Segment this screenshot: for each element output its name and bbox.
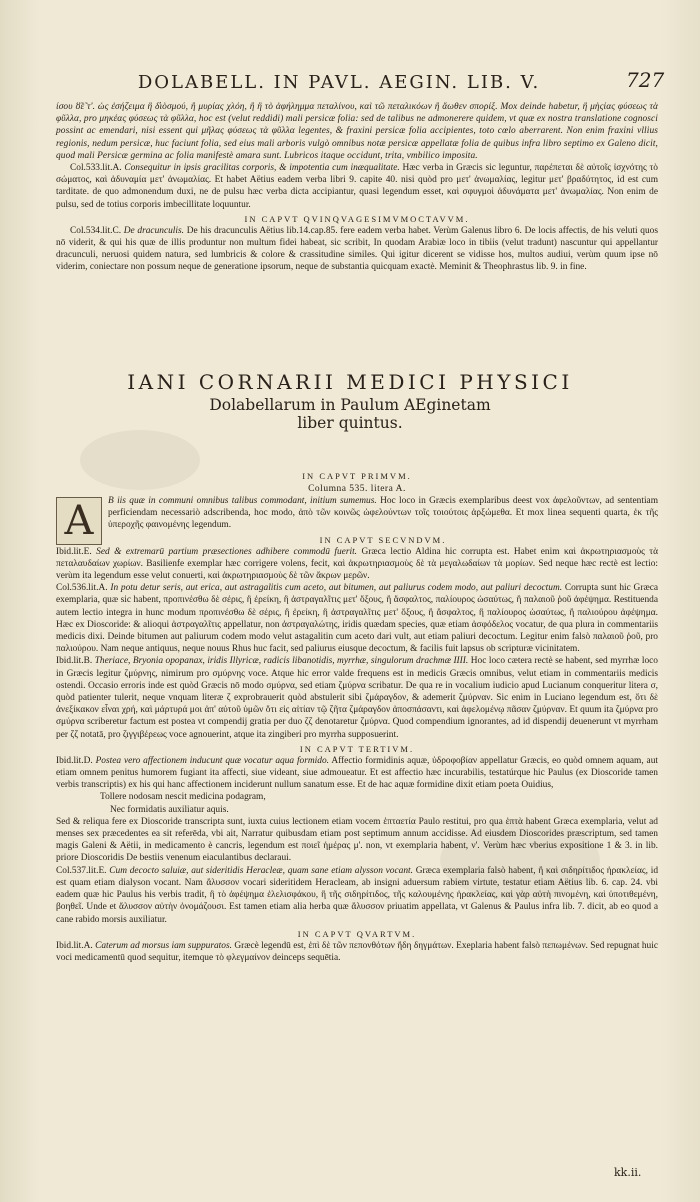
commentary: Græca exemplaria falsò habent, ἢ καὶ σιδηρίτιδος ἡρακλείας, id est quam etiam dialyson vocant. Nam ἄλυσσον vocari sideritidem Heracleam, ab insigni aduersum rabiem virtute, testatur etiam Aëtius lib. 6. cap. 24. vbi eadem quæ hic Paulus his verbis tradit, ἢ τὸ ἀφέψημα ἐλελισφάκου, ἢ τῆς σιδηρίτιδος, τῆς καλουμένης ἡρακλείας, καὶ γὰρ αὐτὴ πινομένη, καὶ ὑποτιθεμένη, βοηθεῖ. Unde et ἄλυσσον αὐτὴν ὀνομάζουσι. Est tamen etiam alia herba quæ ἄλυσσον priuatim appellata, vt Galenus & Paulus infra lib. 7. dicit, ab eo quod a cane rabido morsis auxiliatur. (56, 865, 659, 925)
chapter-heading: IN CAPVT SECVNDVM. (319, 534, 447, 545)
lemma: Postea vero affectionem inducunt quæ vocatur aqua formido. (95, 755, 329, 766)
column-reference: Ibid.lit.B. (56, 656, 93, 667)
lemma: In potu detur seris, aut erica, aut astragalitis cum aceto, aut bitumen, aut paliurus codem modo, aut paliuri decoctum. (110, 583, 563, 594)
column-reference: Ibid.lit.A. (56, 940, 93, 951)
column-reference: Ibid.lit.D. (56, 755, 93, 766)
paragraph: ίσου ȣ̃ε̃ τ'. ὡς ἐσήζειμα ἢ δ̓ιὸσμού, ἢ μυρίας χλόη, ἢ ἢ τὸ ἀφήλημμα πεταλίνου, καὶ τῶ πεταλικόων ἢ ἄωθεν σπορίξ. Mox deinde habetur, ἢ μὴςίας φύσεως τὰ φῦλλα, pro μηκέας φύσεως τὰ φῦλλα, hoc est (velut reddidi) mali persicæ folia: sed de talibus ne admonerere quidem, vt quæ ex nostra translatione cognosci possint ac emendari, nisi essent qui μῆλας φύσεως τὰ φῦλλα legentes, & fraxini persicæ folia accipientes, toto cœlo aberrarent. Non enim fraxini vllius regionis, nedum persicæ, huc faciunt folia, sed eius mali arboris vulgò omnibus notæ persicæ appellatæ folia de quibus infra libro septimo ex Galeno dicit, quod mali Persicæ germina ac folia manifestè amara sunt. Lubricos itaque occidunt, trita, vmbilico imposita. (56, 102, 658, 161)
book-title (0, 370, 700, 432)
column-reference: Col.533.lit.A. (70, 163, 122, 174)
lemma: De dracunculis. (123, 225, 185, 236)
commentary: De his dracunculis Aëtius lib.14.cap.85. fere eadem verba habet. Verùm Galenus libro 6. De locis affectis, de his veluti quos nō viderit, & qui his quæ de illis produntur non multum fidei habeat, sic scribit, In quodam Arabiæ loco in tibiis (velut tradunt) nascuntur qui appellantur dracunculi, neruosi quidem natura, sed lumbricis & colore & crassitudine similes. Qui igitur dicerent se vidisse hos, multos audiui, verùm quum ipse nō viderim, coniectare non possum neque de generatione ipsorum, neque de substantia quicquam exactè. Meminit & Theophrastus lib. 9. in fine. (56, 225, 659, 273)
commentary: Hæc verba in Græcis sic leguntur, παρέπεται δὲ αὐτοῖς ἰσχνότης τὸ σώματος, καὶ ἀδυναμία μετ' ἀνωμαλίας. Et habet Aëtius eadem verba libri 9. capite 40. nisi quòd pro μετ' ἀνωμαλίας, legitur μετ' βραδύτητος, id est cum tarditate. de quo admonendum duxi, ne de pulsu hæc verba dicta accipiantur, quasi legendum esset, καὶ σφυγμοὶ ἀδυνάματα μετ' ἀνωμαλίας. Non enim de pulsu, sed de totius corporis imbecillitate loquuntur. (56, 163, 658, 210)
paragraph (56, 655, 658, 740)
lemma: Sed & extremarū partium præsectiones adhibere commodū fuerit. (96, 546, 358, 557)
chapter-heading: IN CAPVT TERTIVM. (299, 743, 415, 754)
commentary: Græcè legendū est, ἐπὶ δὲ τῶν πεπονθότων ἤδη δηγμάτων. Exeplaria habent falsò πεπωμένων. Sed repugnat huic voci medicamentū quod sequitur, itemque τὸ φλεγμαίνον deinceps sequētia. (56, 940, 659, 963)
lemma: Consequitur in ipsis gracilitas corporis, & impotentia cum inæqualitate. (124, 163, 400, 174)
title-author: IANI CORNARII MEDICI PHYSICI (127, 370, 573, 394)
commentary: Græca lectio Aldina hic corrupta est. Habet enim καὶ ἀκρωτηριασμοὺς τὰ πεταλαυδαίων χωρίων. Basilienfe exemplar hæc corrigere volens, fecit, καὶ ἀκρωτηριασμοὺς δὲ τὰ μεγαλωδαίων τὰ μορίων. Sed neque hæc rectè est lectio: verùm ita legendum esse velut conuerti, καὶ ἀκρωτηριασμοὺς δὲ τῶν ἄκρων μερῶν. (56, 546, 658, 582)
column-reference: Col.536.lit.A. (56, 583, 108, 594)
title-work: Dolabellarum in Paulum AEginetam (209, 396, 491, 414)
running-head: DOLABELL. IN PAVL. AEGIN. LIB. V. (137, 72, 541, 93)
commentary: Affectio formidinis aquæ, ὑδροφοβίαν appellatur Græcis, eo quòd omnem aquam, aut etiam omnem penitus humorem fugiant ita affecti, siue videant, siue admoueatur. Et est affectio hæc incurabilis, testatúrque hic Paulus (ex Dioscoride tamen verbis transcriptis) ex his qui hanc affectionem inciderunt nullum sanatum esse. Et de hac aquæ formidine dixit etiam poeta Ouidius, (56, 755, 658, 791)
lemma: Theriace, Bryonia opopanax, iridis Illyricæ, radicis libanotidis, myrrhæ, singulorum drachmæ IIII. (94, 656, 469, 667)
chapter-heading: IN CAPVT QVINQVAGESIMVMOCTAVVM. (244, 213, 470, 224)
commentary: Corrupta sunt hic Græca exemplaria, quæ sic habent, προπινέσθω δὲ σέρις, ἢ ἐρείκη, ἢ ἀστραγαλῖτις μετ' ὄξους, ἢ ἄσφαλτος, παλίουρος ὡσαύτως, ἢ παλαιοῦ ῥοῦ ἀφέψημα. Restituenda autem lectio integra in hunc modum προπινέσθω δὲ σέρις, ἢ ἐρείκη, ἢ ἀστραγαλῖτις μετ' ὄξους, ἢ ἄσφαλτος, ἢ παλίουρος ὡσαύτως, ἢ παλιούρου ἀφέψημα. Hæc ex Dioscoride: & alioqui ἀστραγαλῖτις appellatur, non ἀστραγαλώτης, iridis quædam species, quæ etiam ἀσφόδελος vocatur, de qua plura in commentariis medicis dixi. Deinde bitumen aut paliurum codem modo velut astagalitin cum aceto dari vult, aut etiam paliuri decoctum. Legitur enim falsò παλαιοῦ ῥοῦ, pro παλιούρου. Nam neque antiquus, neque nouus Rhus huc facit, sed paliurus eiusque decoctum, & facilis fuit lapsus ob scripturæ vicinitatem. (56, 583, 659, 655)
lemma: B iis quæ in communi omnibus talibus commodant, initium sumemus. (108, 496, 377, 506)
paragraph (56, 755, 658, 792)
verse-line: Tollere nodosam nescit medicina podagram, (100, 792, 266, 803)
paragraph: Sed & reliqua fere ex Dioscoride transcripta sunt, iuxta cuius lectionem etiam vocem ἑπταετία Paulo restitui, pro qua ἑπτὰ habent Græca exemplaria, velut ad menses sex præcedentes ea sit referēda, vbi ait, Narratur quibusdam etiam post septimum annum accidisse. Ad eiusdem Dioscorides præscriptum, sed tamen magis Galeni & Aëtii, in medicamento è cancris, legendum est ποιεῖ ἡμέρας μ'. non, vt exemplaria habent, ν'. Verùm hæc vberius expositione 1 & 3. in lib. priore Dioscoridis De bestiis venenum eiaculantibus declaraui. (56, 816, 658, 864)
paragraph (56, 582, 658, 655)
column-reference: Col.537.lit.E. (56, 865, 107, 876)
lemma: Caterum ad morsus iam suppuratos. (95, 940, 232, 951)
paragraph (56, 865, 658, 926)
paragraph (56, 940, 658, 964)
title-book: liber quintus. (297, 414, 403, 432)
paragraph (56, 225, 658, 274)
section-book-five (56, 468, 658, 964)
chapter-heading: IN CAPVT PRIMVM. (302, 471, 412, 481)
column-reference: Ibid.lit.E. (56, 546, 92, 557)
section-book-four-end (56, 101, 658, 274)
column-reference: Col.534.lit.C. (70, 225, 122, 236)
commentary: Hoc loco in Græcis exemplaribus deest vox ἀφελοῦντων, ad sententiam perficiendam necessariò adscribenda, hoc modo, ἀπὸ τῶν κοινῶς ὠφελούντων τοῖς τοιούτοις ἀρξώμεθα. Et mox linea sequenti quarta, ἐκ τῆς ὑπεροχῆς φαινομένης legendum. (108, 496, 659, 531)
folio-number: 727 (626, 68, 665, 92)
signature-mark: kk.ii. (614, 1166, 642, 1179)
verse-line: Nec formidatis auxiliatur aquis. (110, 804, 229, 815)
commentary: Hoc loco cætera rectè se habent, sed myrrhæ loco in Græcis legitur ζμύρνης, nimirum pro σμύρνης voce. Atque hic error valde frequens est in medicis Græcis omnibus, velut etiam in commentariis medicis ostendi. Occasio erroris inde est quòd Græcis nō modo σμύρνα, sed etiam ζμύρνα scribatur. De qua re in vocalium iudicio apud Lucianum conqueritur litera σ, quòd patienter tulerit, neque vnquam literæ ζ exprobrauerit quòd abstulerit sibi ζμάραγδον, & ademerit ζμύρναν. Sic enim in Luciano legendum est, ὅτι δὲ ἀνεξίκακον εἶναι χρή, καὶ μάρτυρά μοι ἀπ' αὐτοῦ ὑμῶν ὅτι εἰς αἰτίαν τῷ ζῆτα ζμάραγδον ἀποσπάσαντι, καὶ ἀφελομένῳ πᾶσαν ζμύρναν. Et quum ita ζμύρνα pro σμύρνα scriberetur factum est postea vt compendij gratia per duo ζζ denotaretur ζμύρνα. Quod compendium ignorantes, ad id dispendij deuenerunt vt myrrham per ζζ notatā, pro ζιγγιβέρεως voce agnouerint, atque ita zingiberi pro myrrha supposuerint. (56, 656, 658, 740)
lemma: Cum decocto saluiæ, aut sideritidis Heracleæ, quam sane etiam alysson vocant. (109, 865, 413, 876)
column-heading: Columna 535. litera A. (308, 484, 406, 494)
chapter-heading: IN CAPVT QVARTVM. (297, 928, 417, 939)
paragraph (56, 162, 658, 211)
decorated-initial: A (56, 497, 102, 545)
paragraph (56, 546, 658, 583)
